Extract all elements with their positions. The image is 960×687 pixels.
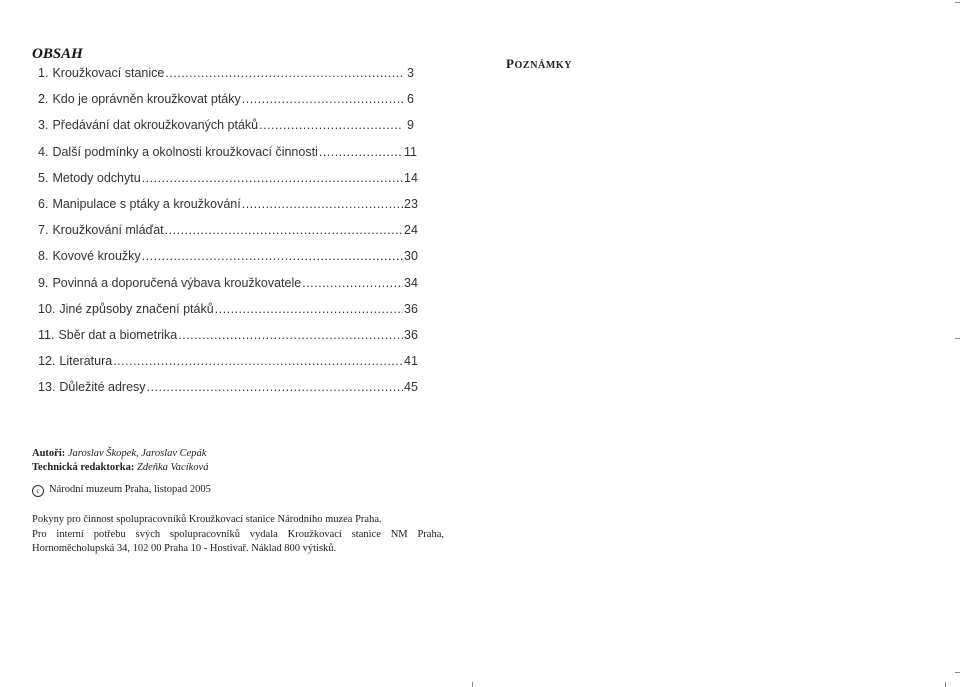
copyright-text: Národní muzeum Praha, listopad 2005 xyxy=(49,484,211,495)
toc-entry-page: 23 xyxy=(404,196,418,211)
toc-entry-number: 5. xyxy=(38,170,49,185)
toc-entry-number: 12. xyxy=(38,354,56,369)
toc-entry xyxy=(38,92,414,118)
toc-entry-page: 36 xyxy=(404,301,418,316)
toc-entry-title: Kroužkovací stanice xyxy=(52,66,165,80)
notes-heading xyxy=(506,56,572,72)
crop-mark xyxy=(955,2,960,3)
toc-entry xyxy=(38,301,418,328)
toc-entry-title: Kroužkování mláďat xyxy=(52,223,164,238)
toc-entry xyxy=(38,275,418,302)
crop-mark xyxy=(945,682,946,687)
toc-entry xyxy=(38,144,417,171)
toc-entry-number: 8. xyxy=(38,249,49,264)
toc-entry xyxy=(38,327,418,354)
toc-entry xyxy=(38,196,418,223)
toc-leader-dots xyxy=(242,197,403,211)
toc-entry xyxy=(38,118,414,144)
crop-mark xyxy=(955,672,960,673)
toc-entry-number: 11. xyxy=(38,327,55,342)
toc-entry-number: 7. xyxy=(38,223,49,238)
toc-entry-number: 6. xyxy=(38,196,49,211)
toc-leader-dots xyxy=(142,171,403,185)
credits-block xyxy=(32,447,208,474)
copyright-line xyxy=(32,484,211,497)
editor-label: Technická redaktorka: xyxy=(32,461,135,473)
notes-heading-initial: P xyxy=(506,56,515,71)
crop-mark xyxy=(472,682,473,687)
toc-entry-page: 3 xyxy=(407,66,414,80)
toc-entry-title: Jiné způsoby značení ptáků xyxy=(59,301,214,316)
toc-heading: OBSAH xyxy=(32,46,83,62)
toc-leader-dots xyxy=(242,92,403,106)
toc-leader-dots xyxy=(259,118,403,132)
toc-leader-dots xyxy=(215,302,403,316)
editor-line xyxy=(32,461,208,475)
toc-entry xyxy=(38,66,414,92)
toc-leader-dots xyxy=(319,145,403,159)
toc-entry-title: Kdo je oprávněn kroužkovat ptáky xyxy=(52,92,241,107)
toc-entry-title: Metody odchytu xyxy=(52,170,141,185)
toc-entry-page: 30 xyxy=(404,249,418,264)
toc-leader-dots xyxy=(178,328,403,342)
toc-entry-title: Sběr dat a biometrika xyxy=(58,327,178,342)
toc-entry-number: 3. xyxy=(38,118,49,133)
toc-entry xyxy=(38,170,418,197)
toc-entry-number: 9. xyxy=(38,275,49,290)
authors-label: Autoři: xyxy=(32,448,66,459)
copyright-icon: c xyxy=(32,485,44,497)
toc-entry-title: Literatura xyxy=(59,354,113,369)
authors-line xyxy=(32,447,208,461)
toc-entry-page: 11 xyxy=(404,144,417,159)
publication-note-line-3: Hornoměcholupská 34, 102 00 Praha 10 - Hostivař. Náklad 800 výtisků. xyxy=(32,543,337,554)
toc-entry-title: Povinná a doporučená výbava kroužkovatele xyxy=(52,275,302,290)
toc-leader-dots xyxy=(165,66,403,80)
toc-entry-number: 13. xyxy=(38,380,56,395)
toc-entry-title: Manipulace s ptáky a kroužkování xyxy=(52,196,241,211)
toc-entry xyxy=(38,223,418,249)
toc-leader-dots xyxy=(165,223,403,237)
crop-mark xyxy=(955,338,960,339)
toc-entry-page: 14 xyxy=(404,170,418,185)
publication-note-line-2: Pro interní potřebu svých spolupracovníků vydala Kroužkovací stanice NM Praha, xyxy=(32,528,444,540)
toc-leader-dots xyxy=(113,354,403,368)
toc-entry xyxy=(38,354,418,380)
toc-entry-number: 2. xyxy=(38,92,49,107)
editor-value: Zdeňka Vacíková xyxy=(137,461,209,473)
table-of-contents xyxy=(38,66,418,406)
toc-entry-title: Kovové kroužky xyxy=(52,249,141,264)
authors-value: Jaroslav Škopek, Jaroslav Cepák xyxy=(67,448,207,459)
toc-entry-page: 36 xyxy=(404,327,418,342)
toc-entry-title: Předávání dat okroužkovaných ptáků xyxy=(52,118,259,133)
toc-entry-title: Důležité adresy xyxy=(59,380,146,395)
toc-entry-title: Další podmínky a okolnosti kroužkovací činnosti xyxy=(52,144,318,159)
toc-entry-page: 9 xyxy=(407,118,414,133)
toc-entry-number: 4. xyxy=(38,144,49,159)
toc-entry-page: 45 xyxy=(404,380,418,395)
toc-leader-dots xyxy=(142,249,403,263)
toc-leader-dots xyxy=(147,380,403,394)
toc-entry-number: 1. xyxy=(38,66,49,80)
toc-entry-number: 10. xyxy=(38,301,56,316)
publication-note xyxy=(32,513,444,557)
toc-entry-page: 6 xyxy=(407,92,414,107)
notes-heading-rest: OZNÁMKY xyxy=(514,60,573,71)
toc-entry xyxy=(38,380,418,406)
toc-entry-page: 24 xyxy=(404,223,418,238)
toc-leader-dots xyxy=(302,276,403,290)
publication-note-line-1: Pokyny pro činnost spolupracovníků Kroužkovací stanice Národního muzea Praha. xyxy=(32,514,382,525)
toc-entry xyxy=(38,249,418,275)
toc-entry-page: 34 xyxy=(404,275,418,290)
toc-entry-page: 41 xyxy=(404,354,418,369)
